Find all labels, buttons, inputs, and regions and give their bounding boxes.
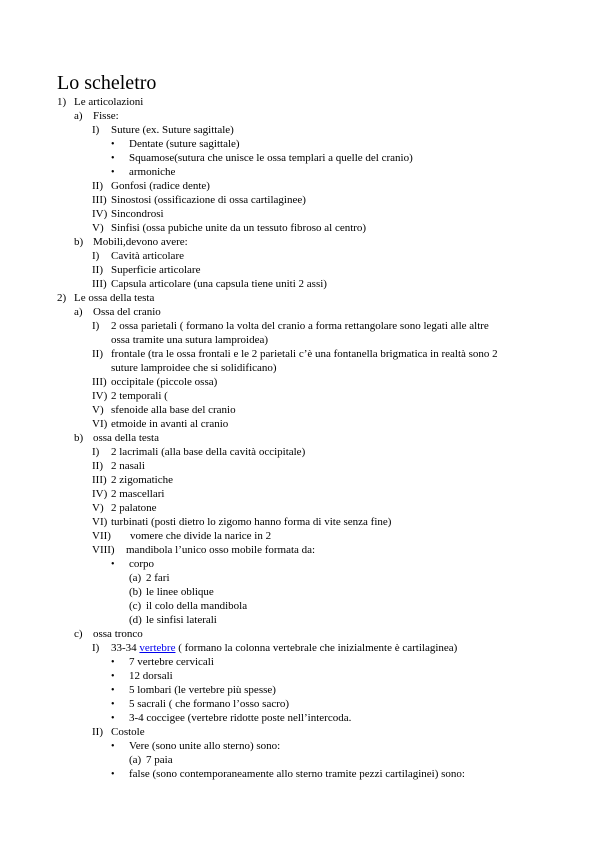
- line-text: 5 lombari (le vertebre più spesse): [129, 684, 276, 696]
- line-text: Ossa del cranio: [93, 306, 161, 318]
- outline-line-text: [111, 334, 268, 347]
- outline-line-text: [111, 474, 173, 487]
- list-marker: a): [74, 306, 83, 318]
- outline-line-text: [111, 278, 327, 291]
- list-marker: II): [92, 726, 103, 738]
- list-marker: III): [92, 376, 107, 388]
- list-marker: II): [92, 348, 103, 360]
- line-text: 3-4 coccigee (vertebre ridotte poste nell’intercoda.: [129, 712, 352, 724]
- line-text: etmoide in avanti al cranio: [111, 418, 229, 430]
- outline-line-text: [129, 740, 280, 753]
- line-text: 2 ossa parietali ( formano la volta del cranio a forma rettangolare sono legati alle altre: [111, 320, 489, 332]
- list-marker: (a): [129, 754, 142, 766]
- list-marker: III): [92, 278, 107, 290]
- outline-line-text: [93, 432, 159, 445]
- list-marker: V): [92, 502, 104, 514]
- bullet-marker: •: [111, 699, 115, 710]
- line-text: ossa della testa: [93, 432, 159, 444]
- outline-line-text: [74, 292, 154, 305]
- outline-line-text: [126, 544, 315, 557]
- line-text: 2 palatone: [111, 502, 157, 514]
- outline-line-text: [93, 628, 143, 641]
- outline-line-text: [146, 754, 173, 767]
- outline-line-text: [129, 768, 465, 781]
- list-marker: b): [74, 432, 84, 444]
- line-text-continued: ( formano la colonna vertebrale che inizialmente è cartilaginea): [175, 642, 458, 654]
- outline-line-text: [111, 642, 457, 655]
- outline-line-text: [111, 502, 157, 515]
- outline-line-text: [111, 180, 210, 193]
- line-text: 2 nasali: [111, 460, 145, 472]
- outline-line-text: [129, 558, 154, 571]
- document-title: Lo scheletro: [57, 72, 157, 94]
- line-text: turbinati (posti dietro lo zigomo hanno forma di vite senza fine): [111, 516, 392, 528]
- outline-line-text: [111, 362, 277, 375]
- line-text: suture lamproidee che si solidificano): [111, 362, 277, 374]
- line-text: vomere che divide la narice in 2: [130, 530, 272, 542]
- line-text: Sinfisi (ossa pubiche unite da un tessuto fibroso al centro): [111, 222, 367, 234]
- bullet-marker: •: [111, 559, 115, 570]
- line-text: 5 sacrali ( che formano l’osso sacro): [129, 698, 290, 710]
- bullet-marker: •: [111, 657, 115, 668]
- list-marker: I): [92, 320, 100, 332]
- list-marker: (d): [129, 614, 142, 626]
- outline-line-text: [129, 712, 351, 725]
- outline-line-text: [111, 726, 145, 739]
- line-text: Squamose(sutura che unisce le ossa templari a quelle del cranio): [129, 152, 413, 164]
- line-text: Cavità articolare: [111, 250, 184, 262]
- outline-line-text: [129, 166, 175, 179]
- list-marker: V): [92, 222, 104, 234]
- line-text: le linee oblique: [146, 586, 214, 598]
- outline-line-text: [74, 96, 143, 109]
- line-text: mandibola l’unico osso mobile formata da:: [126, 544, 316, 556]
- outline-line-text: [146, 600, 247, 613]
- outline-line-text: [93, 306, 161, 319]
- list-marker: VI): [92, 418, 108, 430]
- list-marker: c): [74, 628, 83, 640]
- outline-line-text: [93, 110, 119, 123]
- outline-line-text: [111, 222, 366, 235]
- outline-line-text: [111, 516, 391, 529]
- outline-line-text: [111, 488, 164, 501]
- outline-line-text: [129, 670, 173, 683]
- list-marker: I): [92, 250, 100, 262]
- line-text: corpo: [129, 558, 155, 570]
- outline-line-text: [146, 614, 217, 627]
- list-marker: b): [74, 236, 84, 248]
- bullet-marker: •: [111, 671, 115, 682]
- list-marker: VIII): [92, 544, 115, 556]
- outline-line-text: [129, 698, 289, 711]
- line-text: Gonfosi (radice dente): [111, 180, 210, 192]
- list-marker: II): [92, 180, 103, 192]
- line-text: 2 zigomatiche: [111, 474, 174, 486]
- line-text: occipitale (piccole ossa): [111, 376, 218, 388]
- list-marker: I): [92, 124, 100, 136]
- outline-line-text: [129, 152, 413, 165]
- outline-line-text: [111, 418, 228, 431]
- line-text: il colo della mandibola: [146, 600, 248, 612]
- list-marker: V): [92, 404, 104, 416]
- outline-line-text: [111, 376, 217, 389]
- line-text: ossa tramite una sutura lamproidea): [111, 334, 269, 346]
- outline-line-text: [111, 348, 498, 361]
- line-text: Le articolazioni: [74, 96, 144, 108]
- list-marker: IV): [92, 208, 108, 220]
- outline-line-text: [146, 586, 214, 599]
- line-text: 2 lacrimali (alla base della cavità occipitale): [111, 446, 306, 458]
- outline-line-text: [129, 684, 276, 697]
- line-text: Costole: [111, 726, 145, 738]
- outline-line-text: [111, 446, 305, 459]
- line-text: ossa tronco: [93, 628, 143, 640]
- line-text: 12 dorsali: [129, 670, 173, 682]
- list-marker: a): [74, 110, 83, 122]
- line-text: 2 fari: [146, 572, 170, 584]
- line-text: Superficie articolare: [111, 264, 201, 276]
- list-marker: 1): [57, 96, 67, 108]
- bullet-marker: •: [111, 153, 115, 164]
- line-text: Suture (ex. Suture sagittale): [111, 124, 234, 136]
- line-text: 2 mascellari: [111, 488, 165, 500]
- outline-line-text: [111, 404, 236, 417]
- line-text: Sincondrosi: [111, 208, 164, 220]
- list-marker: (b): [129, 586, 142, 598]
- list-marker: VI): [92, 516, 108, 528]
- outline-line-text: [129, 656, 214, 669]
- line-text: Sinostosi (ossificazione di ossa cartilaginee): [111, 194, 306, 206]
- bullet-marker: •: [111, 769, 115, 780]
- list-marker: I): [92, 642, 100, 654]
- outline-line-text: [146, 572, 170, 585]
- line-text: Capsula articolare (una capsula tiene uniti 2 assi): [111, 278, 327, 290]
- list-marker: (a): [129, 572, 142, 584]
- outline-line-text: [111, 250, 184, 263]
- bullet-marker: •: [111, 713, 115, 724]
- list-marker: VII): [92, 530, 111, 542]
- list-marker: (c): [129, 600, 142, 612]
- bullet-marker: •: [111, 741, 115, 752]
- outline-line-text: [93, 236, 188, 249]
- outline-line-text: [111, 460, 145, 473]
- outline-line-text: [111, 390, 168, 403]
- outline-line-text: [111, 124, 234, 137]
- list-marker: III): [92, 474, 107, 486]
- list-marker: IV): [92, 488, 108, 500]
- list-marker: 2): [57, 292, 67, 304]
- line-text: Dentate (suture sagittale): [129, 138, 240, 150]
- line-text: 7 vertebre cervicali: [129, 656, 214, 668]
- line-text: armoniche: [129, 166, 176, 178]
- line-text: frontale (tra le ossa frontali e le 2 parietali c’è una fontanella brigmatica in realtà sono 2: [111, 348, 498, 360]
- outline-line-text: [111, 320, 489, 333]
- list-marker: III): [92, 194, 107, 206]
- line-text: Vere (sono unite allo sterno) sono:: [129, 740, 281, 752]
- line-text: Fisse:: [93, 110, 119, 122]
- bullet-marker: •: [111, 139, 115, 150]
- line-text: 7 paia: [146, 754, 173, 766]
- bullet-marker: •: [111, 167, 115, 178]
- line-text: 2 temporali (: [111, 390, 168, 402]
- line-text: Mobili,devono avere:: [93, 236, 188, 248]
- line-text: 33-34: [111, 642, 140, 654]
- line-text: le sinfisi laterali: [146, 614, 217, 626]
- list-marker: II): [92, 460, 103, 472]
- outline-line-text: [111, 208, 164, 221]
- line-text: Le ossa della testa: [74, 292, 155, 304]
- list-marker: I): [92, 446, 100, 458]
- list-marker: II): [92, 264, 103, 276]
- vertebre-link[interactable]: vertebre: [139, 642, 176, 654]
- line-text: sfenoide alla base del cranio: [111, 404, 236, 416]
- outline-line-text: [130, 530, 271, 543]
- outline-line-text: [111, 194, 306, 207]
- list-marker: IV): [92, 390, 108, 402]
- outline-line-text: [129, 138, 240, 151]
- bullet-marker: •: [111, 685, 115, 696]
- outline-line-text: [111, 264, 200, 277]
- line-text: false (sono contemporaneamente allo sterno tramite pezzi cartilaginei) sono:: [129, 768, 465, 780]
